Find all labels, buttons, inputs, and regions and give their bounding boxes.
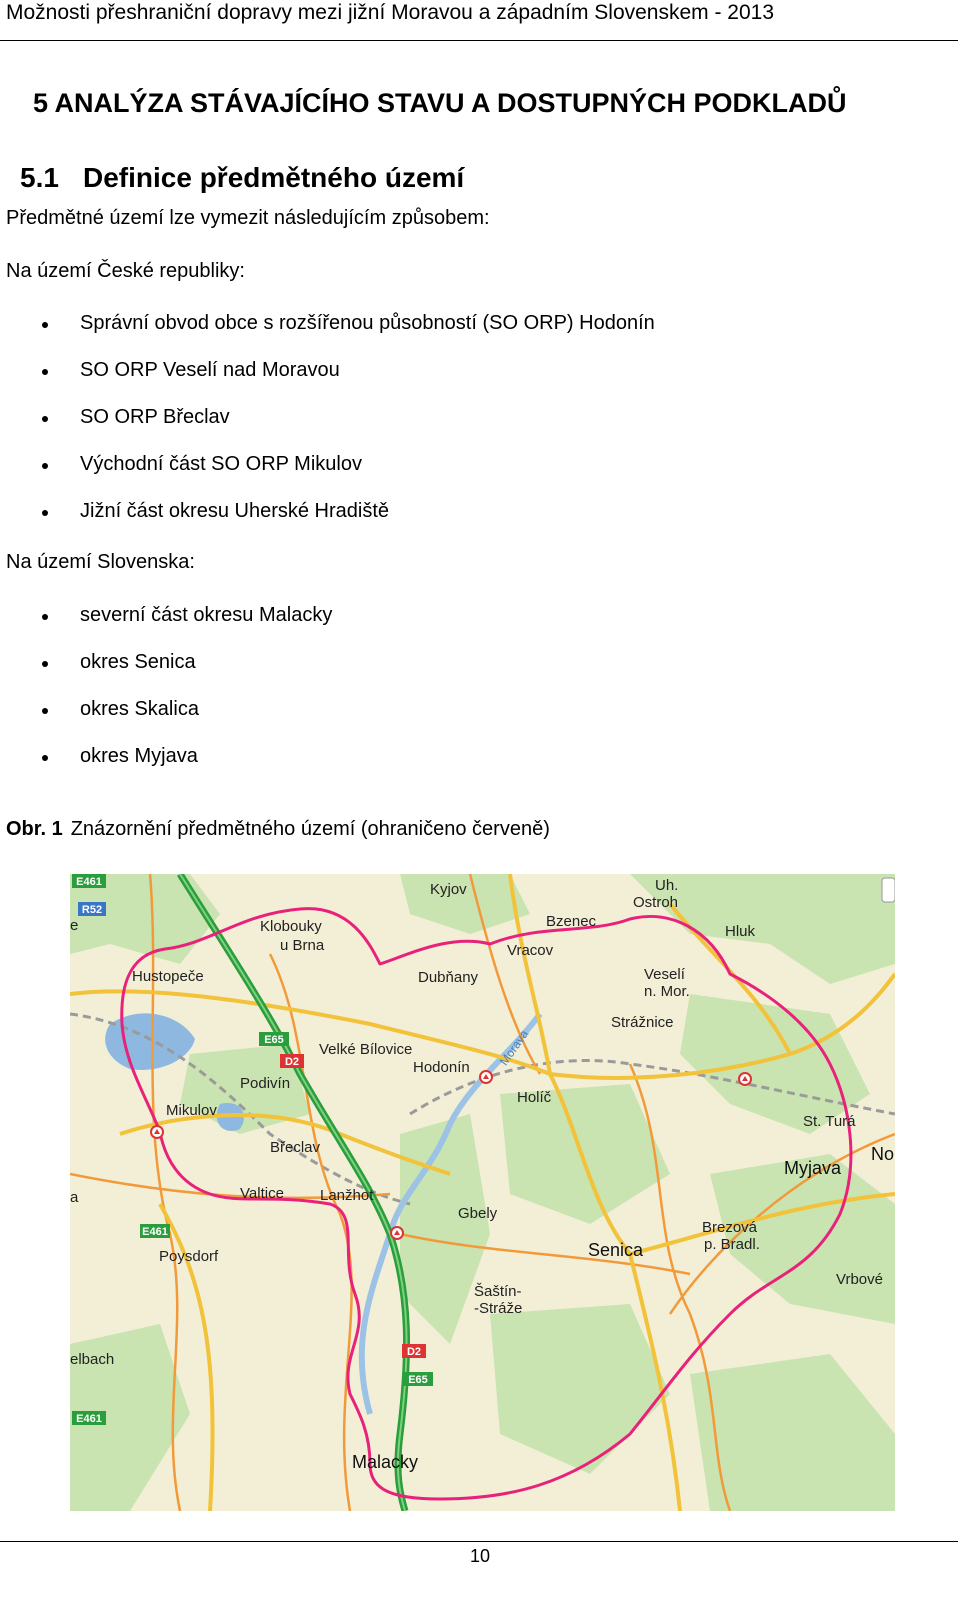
label-uh-ostroh-1: Uh. [655,877,679,894]
label-dubnany: Dubňany [418,969,479,986]
shield-d2-top: D2 [284,1056,300,1068]
cz-heading: Na území České republiky: [6,260,245,282]
label-mikulov: Mikulov [166,1102,217,1119]
label-gbely: Gbely [458,1205,498,1222]
list-item-text: okres Myjava [80,745,198,767]
area-map [70,874,895,1511]
label-lanzhot: Lanžhot [320,1187,374,1204]
intro-paragraph: Předmětné území lze vymezit následujícím způsobem: [6,207,490,229]
sk-heading: Na území Slovenska: [6,551,195,573]
bullet-icon [42,322,48,328]
label-klobouky-1: Klobouky [260,918,322,935]
label-vracov: Vracov [507,942,554,959]
list-item [0,697,940,721]
list-item-text: Správní obvod obce s rozšířenou působností (SO ORP) Hodonín [80,312,655,334]
label-veseli-1: Veselí [644,966,685,983]
list-item [0,358,940,382]
label-senica: Senica [588,1240,644,1260]
page-number: 10 [469,1546,491,1566]
label-vrbove: Vrbové [836,1271,883,1288]
bullet-icon [42,463,48,469]
label-morava: Morava [496,1027,532,1069]
list-item-text: SO ORP Veselí nad Moravou [80,359,340,381]
label-kyjov: Kyjov [430,881,467,898]
label-e-edge: e [70,917,79,934]
label-uh-ostroh-2: Ostroh [633,894,679,911]
label-breclav: Břeclav [270,1139,321,1156]
label-hustopece: Hustopeče [132,968,204,985]
figure-label: Obr. 1 [6,818,63,840]
label-brezova-2: p. Bradl. [704,1236,760,1253]
label-hluk: Hluk [725,923,756,940]
shield-e461-bottom: E461 [76,1413,102,1425]
label-valtice: Valtice [240,1185,284,1202]
map-zoom-control [882,878,895,902]
header-divider [0,40,958,41]
area-map-svg [70,874,895,1511]
label-holic: Holíč [517,1089,552,1106]
subsection-number: 5.1 [20,162,59,193]
label-elbach: elbach [70,1351,115,1368]
section-heading: 5 ANALÝZA STÁVAJÍCÍHO STAVU A DOSTUPNÝCH PODKLADŮ [33,88,847,118]
list-item [0,499,940,523]
figure-caption-text: Znázornění předmětného území (ohraničeno červeně) [70,818,550,840]
list-item-text: Východní část SO ORP Mikulov [80,453,362,475]
shield-e461-top: E461 [76,876,102,888]
label-malacky: Malacky [352,1452,419,1472]
label-myjava: Myjava [784,1158,842,1178]
shield-e65-bottom: E65 [408,1374,428,1386]
footer-divider [0,1541,958,1542]
bullet-icon [42,708,48,714]
subsection-title: Definice předmětného území [83,162,465,193]
subsection-heading [20,162,464,194]
running-header: Možnosti přeshraniční dopravy mezi jižní Moravou a západním Slovenskem - 2013 [6,1,775,24]
list-item-text: SO ORP Břeclav [80,406,230,428]
label-straznice: Strážnice [611,1014,674,1031]
label-bzenec: Bzenec [546,913,597,930]
list-item [0,311,940,335]
bullet-icon [42,614,48,620]
list-item-text: severní část okresu Malacky [80,604,333,626]
label-brezova-1: Brezová [702,1219,758,1236]
cz-list [0,311,940,523]
list-item [0,452,940,476]
label-st-tura: St. Turá [803,1113,856,1130]
label-klobouky-2: u Brna [280,937,325,954]
label-poysdorf: Poysdorf [159,1248,219,1265]
list-item-text: Jižní část okresu Uherské Hradiště [80,500,390,522]
label-no: No [871,1144,895,1164]
label-sastin-1: Šaštín- [474,1283,522,1300]
bullet-icon [42,661,48,667]
shield-r52: R52 [81,904,103,916]
label-velke-bilovice: Velké Bílovice [319,1041,413,1058]
list-item [0,603,940,627]
label-hodonin: Hodonín [413,1059,470,1076]
bullet-icon [42,510,48,516]
list-item-text: okres Senica [80,651,196,673]
list-item-text: okres Skalica [80,698,199,720]
list-item [0,744,940,768]
shield-e461-mid: E461 [142,1226,168,1238]
figure-caption [6,818,550,841]
bullet-icon [42,369,48,375]
shield-e65-top: E65 [264,1034,284,1046]
sk-list [0,603,940,768]
label-veseli-2: n. Mor. [644,983,690,1000]
label-a-edge: a [70,1189,79,1206]
label-podivin: Podivín [240,1075,291,1092]
bullet-icon [42,416,48,422]
shield-d2-bottom: D2 [406,1346,422,1358]
label-sastin-2: -Stráže [474,1300,523,1317]
bullet-icon [42,755,48,761]
list-item [0,405,940,429]
list-item [0,650,940,674]
